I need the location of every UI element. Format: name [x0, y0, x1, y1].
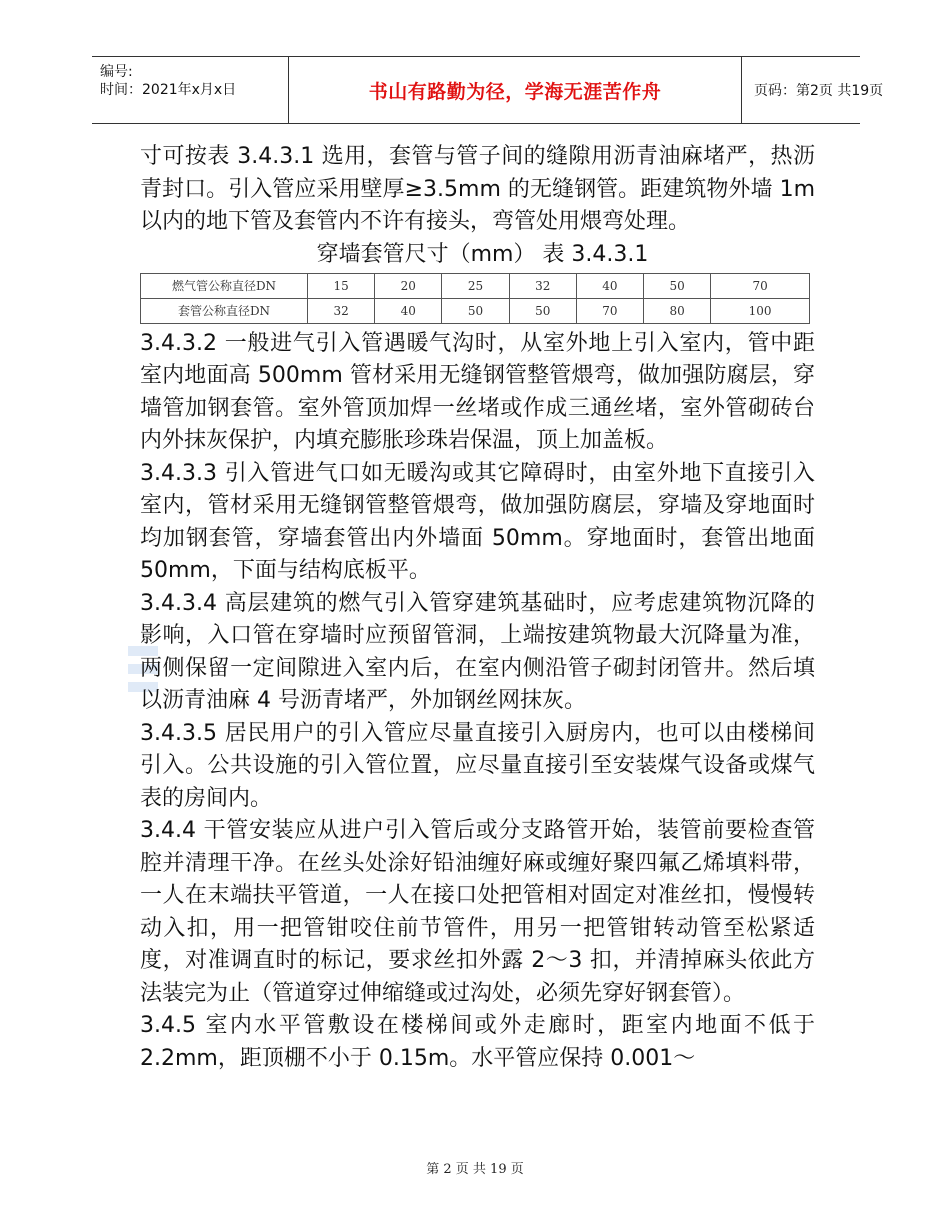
table-cell: 80 [644, 298, 711, 323]
table-cell: 25 [442, 273, 509, 298]
time-label: 时间：2021年x月x日 [100, 82, 237, 98]
header-page-cell [742, 57, 884, 123]
table-cell: 32 [308, 298, 375, 323]
header-meta [92, 57, 288, 123]
table-row [141, 273, 810, 298]
table-cell: 100 [711, 298, 810, 323]
table-cell: 20 [375, 273, 442, 298]
paragraph: 3.4.3.2 一般进气引入管遇暖气沟时，从室外地上引入室内，管中距室内地面高 500mm 管材采用无缝钢管整管煨弯，做加强防腐层，穿墙管加钢套管。室外管顶加焊一丝堵或作成三通丝堵，室外管砌砖台内外抹灰保护，内填充膨胀珍珠岩保温，顶上加盖板。 [140, 330, 815, 453]
table-row-label: 套管公称直径DN [141, 298, 308, 323]
table-cell: 50 [644, 273, 711, 298]
table-cell: 70 [711, 273, 810, 298]
paragraph: 寸可按表 3.4.3.1 选用，套管与管子间的缝隙用沥青油麻堵严，热沥青封口。引入管应采用壁厚≥3.5mm 的无缝钢管。距建筑物外墙 1m 以内的地下管及套管内不许有接头，弯管处用煨弯处理。 [140, 144, 815, 234]
table-cell: 50 [442, 298, 509, 323]
table-cell: 40 [576, 273, 643, 298]
document-body [140, 141, 815, 1075]
table-cell: 15 [308, 273, 375, 298]
table-cell: 50 [509, 298, 576, 323]
sleeve-size-table [140, 273, 810, 324]
motto-text: 书山有路勤为径，学海无涯苦作舟 [368, 80, 662, 103]
table-cell: 40 [375, 298, 442, 323]
number-label: 编号: [100, 64, 133, 80]
table-title: 穿墙套管尺寸（mm） 表 3.4.3.1 [316, 241, 649, 267]
header-page-info: 页码：第2页 共19页 [754, 83, 884, 99]
paragraph: 3.4.3.5 居民用户的引入管应尽量直接引入厨房内，也可以由楼梯间引入。公共设施的引入管位置，应尽量直接引至安装煤气设备或煤气表的房间内。 [140, 720, 815, 811]
table-cell: 32 [509, 273, 576, 298]
paragraph: 3.4.4 干管安装应从进户引入管后或分支路管开始，装管前要检查管腔并清理干净。在丝头处涂好铅油缠好麻或缠好聚四氟乙烯填料带，一人在末端扶平管道，一人在接口处把管相对固定对准丝扣，慢慢转动入扣，用一把管钳咬住前节管件，用另一把管钳转动管至松紧适度，对准调直时的标记，要求丝扣外露 2～3 扣，并清掉麻头依此方法装完为止（管道穿过伸缩缝或过沟处，必须先穿好钢套管）。 [140, 818, 815, 1006]
page-header [92, 56, 884, 124]
header-motto-cell [288, 57, 742, 123]
paragraph: 3.4.3.4 高层建筑的燃气引入管穿建筑基础时，应考虑建筑物沉降的影响，入口管在穿墙时应预留管洞，上端按建筑物最大沉降量为准，两侧保留一定间隙进入室内后，在室内侧沿管子砌封闭管井。然后填以沥青油麻 4 号沥青堵严，外加钢丝网抹灰。 [140, 590, 815, 713]
paragraph: 3.4.5 室内水平管敷设在楼梯间或外走廊时，距室内地面不低于 2.2mm，距顶棚不小于 0.15m。水平管应保持 0.001～ [140, 1013, 815, 1071]
paragraph: 3.4.3.3 引入管进气口如无暖沟或其它障碍时，由室外地下直接引入室内，管材采用无缝钢管整管煨弯，做加强防腐层，穿墙及穿地面时均加钢套管，穿墙套管出内外墙面 50mm。穿地面时，套管出地面 50mm，下面与结构底板平。 [140, 460, 815, 583]
table-cell: 70 [576, 298, 643, 323]
table-row-label: 燃气管公称直径DN [141, 273, 308, 298]
page-footer: 第 2 页 共 19 页 [426, 1162, 524, 1177]
table-row [141, 298, 810, 323]
